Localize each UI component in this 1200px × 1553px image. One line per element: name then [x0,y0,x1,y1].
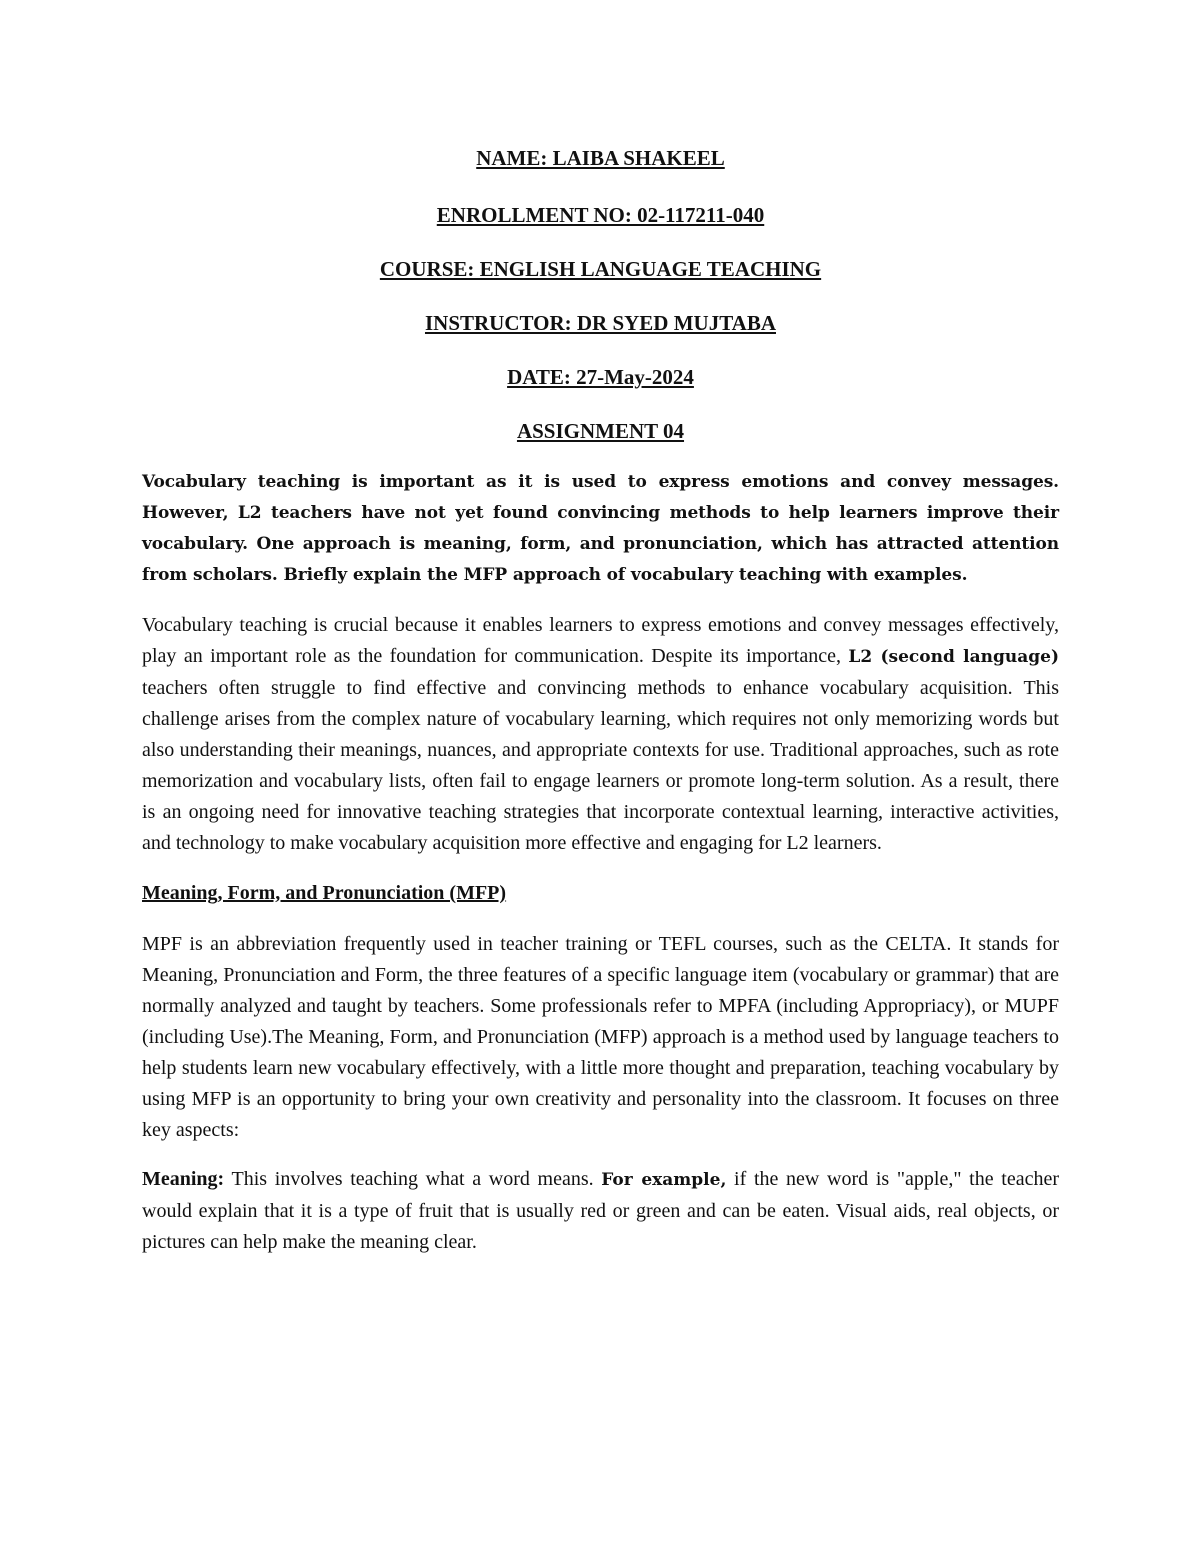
intro-text-start: Vocabulary teaching is crucial because it enables learners to express emotions and convey messages effectively, play an important role as the foundation for communication. Despite its importance, [142,614,1059,667]
section-heading: Meaning, Form, and Pronunciation (MFP) [142,882,507,904]
course-name: COURSE: ENGLISH LANGUAGE TEACHING [379,257,822,281]
instructor-name: INSTRUCTOR: DR SYED MUJTABA [424,311,776,335]
intro-paragraph [142,610,1059,859]
meaning-label: Meaning: [142,1168,225,1190]
intro-text-end: teachers often struggle to find effective and convincing methods to enhance vocabulary acquisition. This challenge arises from the complex nature of vocabulary learning, which requires not only memorizing words but also understanding their meanings, nuances, and appropriate contexts for use. Traditional approaches, such as rote memorization and vocabulary lists, often fail to engage learners or promote long-term solution. As a result, there is an ongoing need for innovative teaching strategies that incorporate contextual learning, interactive activities, and technology to make vocabulary acquisition more effective and engaging for L2 learners. [142,677,1059,854]
meaning-text-end: if the new word is "apple," the teacher would explain that it is a type of fruit that is usually red or green and can be eaten. Visual aids, real objects, or pictures can help make the meaning clear. [142,1168,1059,1253]
assignment-title: ASSIGNMENT 04 [516,419,685,443]
meaning-text-start: This involves teaching what a word means. [224,1168,602,1190]
mfp-paragraph: MPF is an abbreviation frequently used in teacher training or TEFL courses, such as the CELTA. It stands for Meaning, Pronunciation and Form, the three features of a specific language item (vocabulary or grammar) that are normally analyzed and taught by teachers. Some professionals refer to MPFA (including Appropriacy), or MUPF (including Use).The Meaning, Form, and Pronunciation (MFP) approach is a method used by language teachers to help students learn new vocabulary effectively, with a little more thought and preparation, teaching vocabulary by using MFP is an opportunity to bring your own creativity and personality into the classroom. It focuses on three key aspects: [142,933,1059,1141]
intro-bold-term: L2 (second language) [848,647,1059,667]
student-name: NAME: LAIBA SHAKEEL [476,146,725,170]
enrollment-number: ENROLLMENT NO: 02-117211-040 [436,203,765,227]
example-label: For example, [601,1170,727,1190]
assignment-question: Vocabulary teaching is important as it is used to express emotions and convey messages. However, L2 teachers have not yet found convincing methods to help learners improve their vocabulary. One approach is meaning, form, and pronunciation, which has attracted attention from scholars. Briefly explain the MFP approach of vocabulary teaching with examples. [142,472,1059,585]
submission-date: DATE: 27-May-2024 [507,365,694,389]
meaning-paragraph [142,1164,1059,1258]
document-page [142,140,1059,1258]
